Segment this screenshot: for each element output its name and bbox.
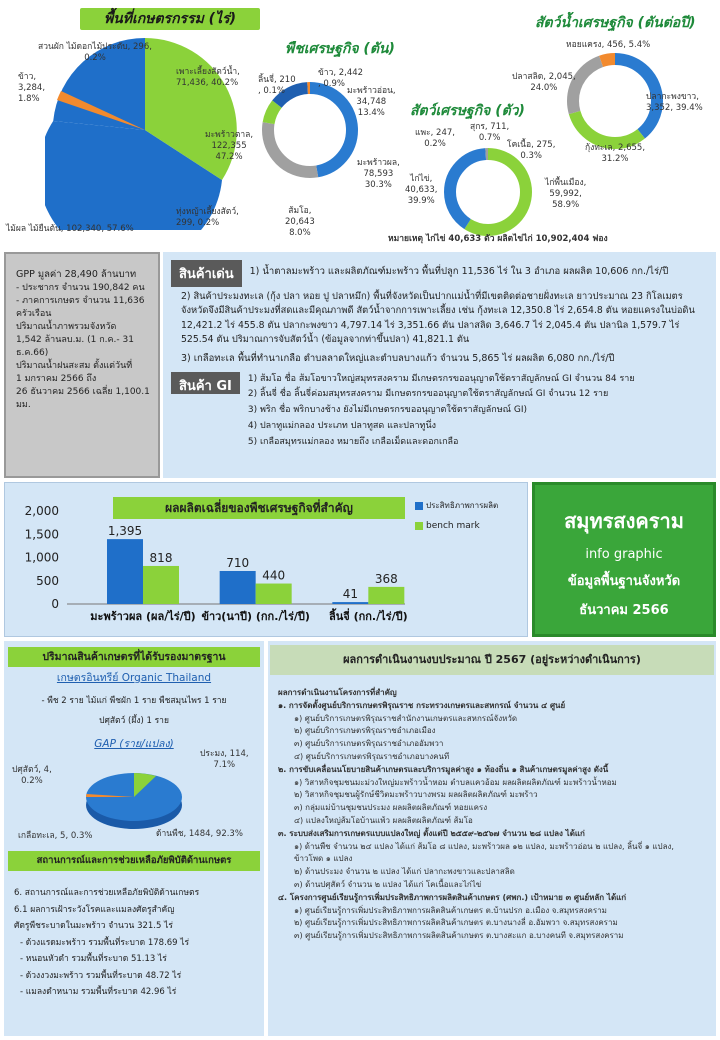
livestock-label-pig: สุกร, 711, 0.7%	[470, 122, 510, 144]
gpp-line: 26 ธันวาคม 2566 เฉลี่ย 1,100.1	[16, 387, 150, 398]
y-tick-label: 1,500	[24, 527, 59, 542]
aquatic-label-cockle: หอยแครง, 456, 5.4%	[566, 40, 651, 50]
bar-value-label: 1,395	[107, 524, 143, 539]
organic-title: เกษตรอินทรีย์ Organic Thailand	[56, 672, 212, 684]
budget-line: ผลการดำเนินงานโครงการที่สำคัญ	[278, 688, 397, 697]
gi-item: 5) เกลือสมุทรแม่กลอง หมายถึง เกลือเม็ดและดอกเกลือ	[247, 436, 459, 447]
livestock-label-goat: แพะ, 247, 0.2%	[415, 128, 455, 150]
x-category-label: ข้าว(นาปี) (กก./ไร่/ปี)	[201, 610, 310, 623]
crop-label-sugar-palm: มะพร้าวตาล, 122,355 47.2%	[205, 130, 254, 163]
highlight-item-3: 3) เกลือทะเล พื้นที่ทำนาเกลือ ตำบลลาดใหญ่และตำบลบางแก้ว จำนวน 5,865 ไร่ ผลผลิต 6,080 กก./ไร่/ปี	[181, 352, 615, 364]
budget-line: ๑) ศูนย์เรียนรู้การเพิ่มประสิทธิภาพการผลิตสินค้าเกษตร ต.บ้านปรก อ.เมือง จ.สมุทรสงคราม	[294, 905, 607, 915]
land-label-rice: ข้าว, 3,284, 1.8%	[18, 72, 46, 105]
gi-item: 3) พริก ชื่อ พริกบางช้าง ยังไม่มีเกษตรกรขออนุญาตใช้ตราสัญลักษณ์ GI)	[247, 405, 528, 416]
gap-label-fisheries: ประมง, 114, 7.1%	[200, 749, 249, 771]
legend-item-efficiency: ประสิทธิภาพการผลิต	[415, 499, 498, 512]
gpp-line: 1,542 ล้านลบ.ม. (1 ก.ค.- 31	[16, 334, 134, 345]
highlight-title: สินค้าเด่น	[171, 260, 242, 287]
legend-swatch-efficiency	[415, 502, 423, 510]
gpp-line: GPP มูลค่า 28,490 ล้านบาท	[16, 269, 137, 280]
land-label-grass: ทุ่งหญ้าเลี้ยงสัตว์, 299, 0.2%	[176, 207, 239, 229]
budget-line: ๑) ด้านพืช จำนวน ๒๔ แปลง ได้แก่ ส้มโอ ๘ แปลง, มะพร้าวผล ๑๒ แปลง, มะพร้าวอ่อน ๒ แปลง, ลิ้นจี่ ๑ แปลง,	[294, 841, 674, 851]
disaster-line: - ด้วงแรดมะพร้าว รวมพื้นที่ระบาด 178.69 ไร่	[20, 937, 190, 948]
y-tick-label: 1,000	[24, 550, 59, 565]
livestock-label-native-chicken: ไก่พื้นเมือง, 59,992, 58.9%	[545, 178, 587, 211]
budget-line: ๓) ด้านปศุสัตว์ จำนวน ๒ แปลง ได้แก่ โคเนื้อและไก่ไข่	[294, 879, 482, 889]
bar-efficiency	[220, 571, 256, 604]
crop-label-coconut-fruit: มะพร้าวผล, 78,593 30.3%	[357, 158, 400, 191]
bar-value-label: 440	[262, 568, 286, 583]
budget-line: ๒) ด้านประมง จำนวน ๒ แปลง ได้แก่ ปลากะพงขาวและปลาสลิด	[294, 867, 515, 877]
bar-value-label: 41	[342, 587, 358, 602]
bar-benchmark	[368, 587, 404, 604]
livestock-note: หมายเหตุ ไก่ไข่ 40,633 ตัว ผลิตไข่ไก่ 10,902,404 ฟอง	[388, 234, 608, 244]
crop-label-lychee: ลิ้นจี่, 210 , 0.1%	[258, 75, 296, 97]
gpp-line: - ประชากร จำนวน 190,842 คน	[16, 282, 145, 293]
gpp-line: มม.	[16, 400, 31, 411]
y-tick-label: 2,000	[24, 504, 59, 518]
disaster-line: 6.1 ผลการเฝ้าระวังโรคและแมลงศัตรูสำคัญ	[14, 904, 175, 915]
gi-item: 4) ปลาทูแม่กลอง ประเภท ปลาทูสด และปลาทูนึ่ง	[247, 420, 437, 431]
budget-line: ๑) ศูนย์บริการเกษตรพิรุณราชสำนักงานเกษตรและสหกรณ์จังหวัด	[294, 713, 518, 723]
legend-item-benchmark: bench mark	[415, 521, 480, 531]
disaster-line: 6. สถานการณ์และการช่วยเหลือภัยพิบัติด้านเกษตร	[14, 888, 200, 898]
province-name: สมุทรสงคราม	[564, 509, 684, 533]
budget-line: ๓) ศูนย์เรียนรู้การเพิ่มประสิทธิภาพการผลิตสินค้าเกษตร ต.บางสะแก อ.บางคนที จ.สมุทรสงคราม	[294, 931, 624, 941]
budget-line: ๓. ระบบส่งเสริมการเกษตรแบบแปลงใหญ่ ตั้งแต่ปี ๒๕๕๙-๒๕๖๗ จำนวน ๒๘ แปลง ได้แก่	[278, 828, 585, 838]
crop-label-rice: ข้าว, 2,442 , 0.9%	[318, 68, 364, 90]
bar-value-label: 818	[149, 550, 173, 565]
organic-line-2: ปศุสัตว์ (ผึ้ง) 1 ราย	[99, 716, 169, 726]
budget-line: ข้าวโพด ๑ แปลง	[294, 854, 353, 864]
crop-label-young-coconut: มะพร้าวอ่อน, 34,748 13.4%	[347, 86, 396, 119]
livestock-label-beef: โคเนื้อ, 275, 0.3%	[507, 140, 556, 162]
disaster-line: - หนอนหัวดำ รวมพื้นที่ระบาด 51.13 ไร่	[20, 954, 167, 965]
aquatic-label-shrimp: กุ้งทะเล, 2,655, 31.2%	[585, 143, 646, 165]
gap-title: GAP (ราย/แปลง)	[94, 738, 174, 750]
gi-item: 2) ลิ้นจี่ ชื่อ ลิ้นจี่ค่อมสมุทรสงคราม มีเกษตรกรขออนุญาตใช้ตราสัญลักษณ์ GI จำนวน 12 ราย	[247, 389, 609, 400]
bar-benchmark	[256, 584, 292, 604]
budget-line: ๒. การขับเคลื่อนนโยบายสินค้าเกษตรและบริการมูลค่าสูง ๑ ท้องถิ่น ๑ สินค้าเกษตรมูลค่าสูง ดังนี้	[278, 764, 609, 774]
highlight-item-2: 2) สินค้าประมงทะเล (กุ้ง ปลา หอย ปู ปลาหมึก) พื้นที่จังหวัดเป็นปากแม่น้ำที่มีเขตติดต่อชายฝั่งทะเล ยาวประมาณ 23 กิโลเมตร จังหวัดจึงมีสินค้าประมงที่สดและมีคุณภาพดี สัตว์น้ำจากการเพาะเลี้ยง เช่น กุ้งทะเล 12,350.8 ไร่ 2,654.8 ตัน หอยแครงในบ่อดิน 12,421.2 ไร่ 455.8 ตัน ปลากะพงขาว 4,797.14 ไร่ 3,351.66 ตัน ปลาสลิด 3,646.7 ไร่ 2,045.4 ตัน ปลานิล 1,579.7 ไร่ 525.54 ตัน ปริมาณการจับสัตว์น้ำ (ข้อมูลจากท่าขึ้นปลา) 41,821.1 ตัน	[181, 291, 695, 346]
x-category-label: มะพร้าวผล (ผล/ไร่/ปี)	[90, 610, 196, 623]
top-section	[0, 0, 720, 250]
province-subtitle: info graphic	[585, 547, 663, 562]
aquatic-donut-title: สัตว์น้ำเศรษฐกิจ (ตันต่อปี)	[535, 15, 696, 31]
crops-donut-title: พืชเศรษฐกิจ (ตัน)	[285, 41, 395, 57]
budget-line: ๔. โครงการศูนย์เรียนรู้การเพิ่มประสิทธิภาพการผลิตสินค้าเกษตร (ศพก.) เป้าหมาย ๓ ศูนย์หลัก ได้แก่	[278, 892, 627, 902]
budget-box	[268, 641, 716, 1036]
bar-value-label: 368	[374, 571, 398, 586]
y-tick-label: 500	[36, 573, 59, 588]
budget-line: ๔) ศูนย์บริการเกษตรพิรุณราชอำเภอบางคนที	[294, 751, 450, 761]
budget-line: ๓) กลุ่มแม่บ้านชุมชนประมง ผลผลิตผลิตภัณฑ์ หอยแครง	[294, 803, 488, 813]
province-box	[532, 482, 716, 637]
gpp-line: - ภาคการเกษตร จำนวน 11,636	[16, 295, 145, 306]
y-tick-label: 0	[51, 597, 59, 611]
livestock-label-layer: ไก่ไข่, 40,633, 39.9%	[405, 174, 438, 207]
livestock-donut-title: สัตว์เศรษฐกิจ (ตัว)	[410, 103, 525, 119]
budget-line: ๒) ศูนย์บริการเกษตรพิรุณราชอำเภอเมือง	[294, 726, 436, 736]
x-category-label: ลิ้นจี่ (กก./ไร่/ปี)	[329, 610, 408, 623]
aquatic-label-seabass: ปลากะพงขาว, 3,352, 39.4%	[646, 92, 703, 114]
gi-item: 1) ส้มโอ ชื่อ ส้มโอขาวใหญ่สมุทรสงคราม มีเกษตรกรขออนุญาตใช้ตราสัญลักษณ์ GI จำนวน 84 ราย	[247, 373, 635, 384]
disaster-line: - ด้วงงวงมะพร้าว รวมพื้นที่ระบาด 48.72 ไร่	[20, 970, 182, 981]
land-label-aquaculture: เพาะเลี้ยงสัตว์น้ำ, 71,436, 40.2%	[176, 67, 240, 89]
gpp-line: ธ.ค.66)	[16, 348, 49, 358]
budget-line: ๑. การจัดตั้งศูนย์บริการเกษตรพิรุณราช กระทรวงเกษตรและสหกรณ์ จำนวน ๔ ศูนย์	[278, 700, 566, 710]
organic-line-1: - พืช 2 ราย ไม้แก่ พืชผัก 1 ราย พืชสมุนไพร 1 ราย	[41, 696, 227, 706]
standard-title: ปริมาณสินค้าเกษตรที่ได้รับรองมาตรฐาน	[8, 647, 260, 667]
province-caption: ข้อมูลพื้นฐานจังหวัด	[567, 574, 681, 589]
gpp-line: 1 มกราคม 2566 ถึง	[16, 374, 97, 385]
bar-chart-panel	[4, 482, 528, 637]
budget-title: ผลการดำเนินงานงบประมาณ ปี 2567 (อยู่ระหว่างดำเนินการ)	[270, 645, 714, 675]
land-pie-title: พื้นที่เกษตรกรรม (ไร่)	[80, 8, 260, 30]
budget-line: ๓) ศูนย์บริการเกษตรพิรุณราชอำเภออัมพวา	[294, 739, 444, 749]
budget-line: ๑) วิสาหกิจชุมชนมะม่วงใหญ่มะพร้าวน้ำหอม ตำบลแควอ้อม ผลผลิตผลิตภัณฑ์ มะพร้าวน้ำหอม	[294, 777, 617, 787]
gpp-line: ปริมาณน้ำฝนสะสม ตั้งแต่วันที่	[16, 361, 133, 372]
bar-benchmark	[143, 566, 179, 604]
budget-line: ๔) แปลงใหญ่ส้มโอบ้านแพ้ว ผลผลิตผลิตภัณฑ์ ส้มโอ	[294, 815, 473, 825]
gpp-line: ครัวเรือน	[16, 308, 52, 319]
gap-label-salt: เกลือทะเล, 5, 0.3%	[18, 831, 93, 841]
gap-label-livestock: ปศุสัตว์, 4, 0.2%	[12, 765, 52, 787]
bar-value-label: 710	[226, 555, 250, 570]
gi-title: สินค้า GI	[171, 372, 240, 394]
standard-box	[4, 641, 264, 1036]
province-date: ธันวาคม 2566	[579, 603, 669, 618]
gpp-line: ปริมาณน้ำภาพรวมจังหวัด	[16, 321, 117, 332]
aquatic-label-snakeskin: ปลาสลิด, 2,045, 24.0%	[512, 72, 576, 94]
bar-chart-title: ผลผลิตเฉลี่ยของพืชเศรษฐกิจที่สำคัญ	[113, 497, 405, 519]
land-label-veg: สวนผัก ไม้ดอกไม้ประดับ, 296, 0.2%	[38, 42, 152, 64]
gpp-box	[4, 252, 160, 478]
highlight-box	[163, 252, 716, 478]
budget-line: ๒) ศูนย์เรียนรู้การเพิ่มประสิทธิภาพการผลิตสินค้าเกษตร ต.บางนางลี่ อ.อัมพวา จ.สมุทรสงคราม	[294, 918, 618, 928]
disaster-line: ศัตรูพืชระบาดในมะพร้าว จำนวน 321.5 ไร่	[14, 921, 173, 932]
disaster-title: สถานการณ์และการช่วยเหลือภัยพิบัติด้านเกษตร	[8, 851, 260, 871]
disaster-line: - แมลงดำหนาม รวมพื้นที่ระบาด 42.96 ไร่	[20, 987, 177, 998]
highlight-item-1: 1) น้ำตาลมะพร้าว และผลิตภัณฑ์มะพร้าว พื้นที่ปลูก 11,536 ไร่ ใน 3 อำเภอ ผลผลิต 10,606 กก./ไร่/ปี	[249, 266, 669, 277]
budget-line: ๒) วิสาหกิจชุมชนผู้รักษ์ชีวิตมะพร้าวบางพรม ผลผลิตผลิตภัณฑ์ มะพร้าว	[294, 790, 538, 800]
bar-efficiency	[107, 539, 143, 604]
bar-efficiency	[332, 602, 368, 604]
crop-label-pomelo: ส้มโอ, 20,643 8.0%	[285, 206, 315, 239]
legend-swatch-benchmark	[415, 522, 423, 530]
gap-label-plants: ด้านพืช, 1484, 92.3%	[156, 829, 243, 839]
land-label-fruit-trees: ไม้ผล ไม้ยืนต้น, 102,340, 57.6%	[6, 224, 134, 234]
